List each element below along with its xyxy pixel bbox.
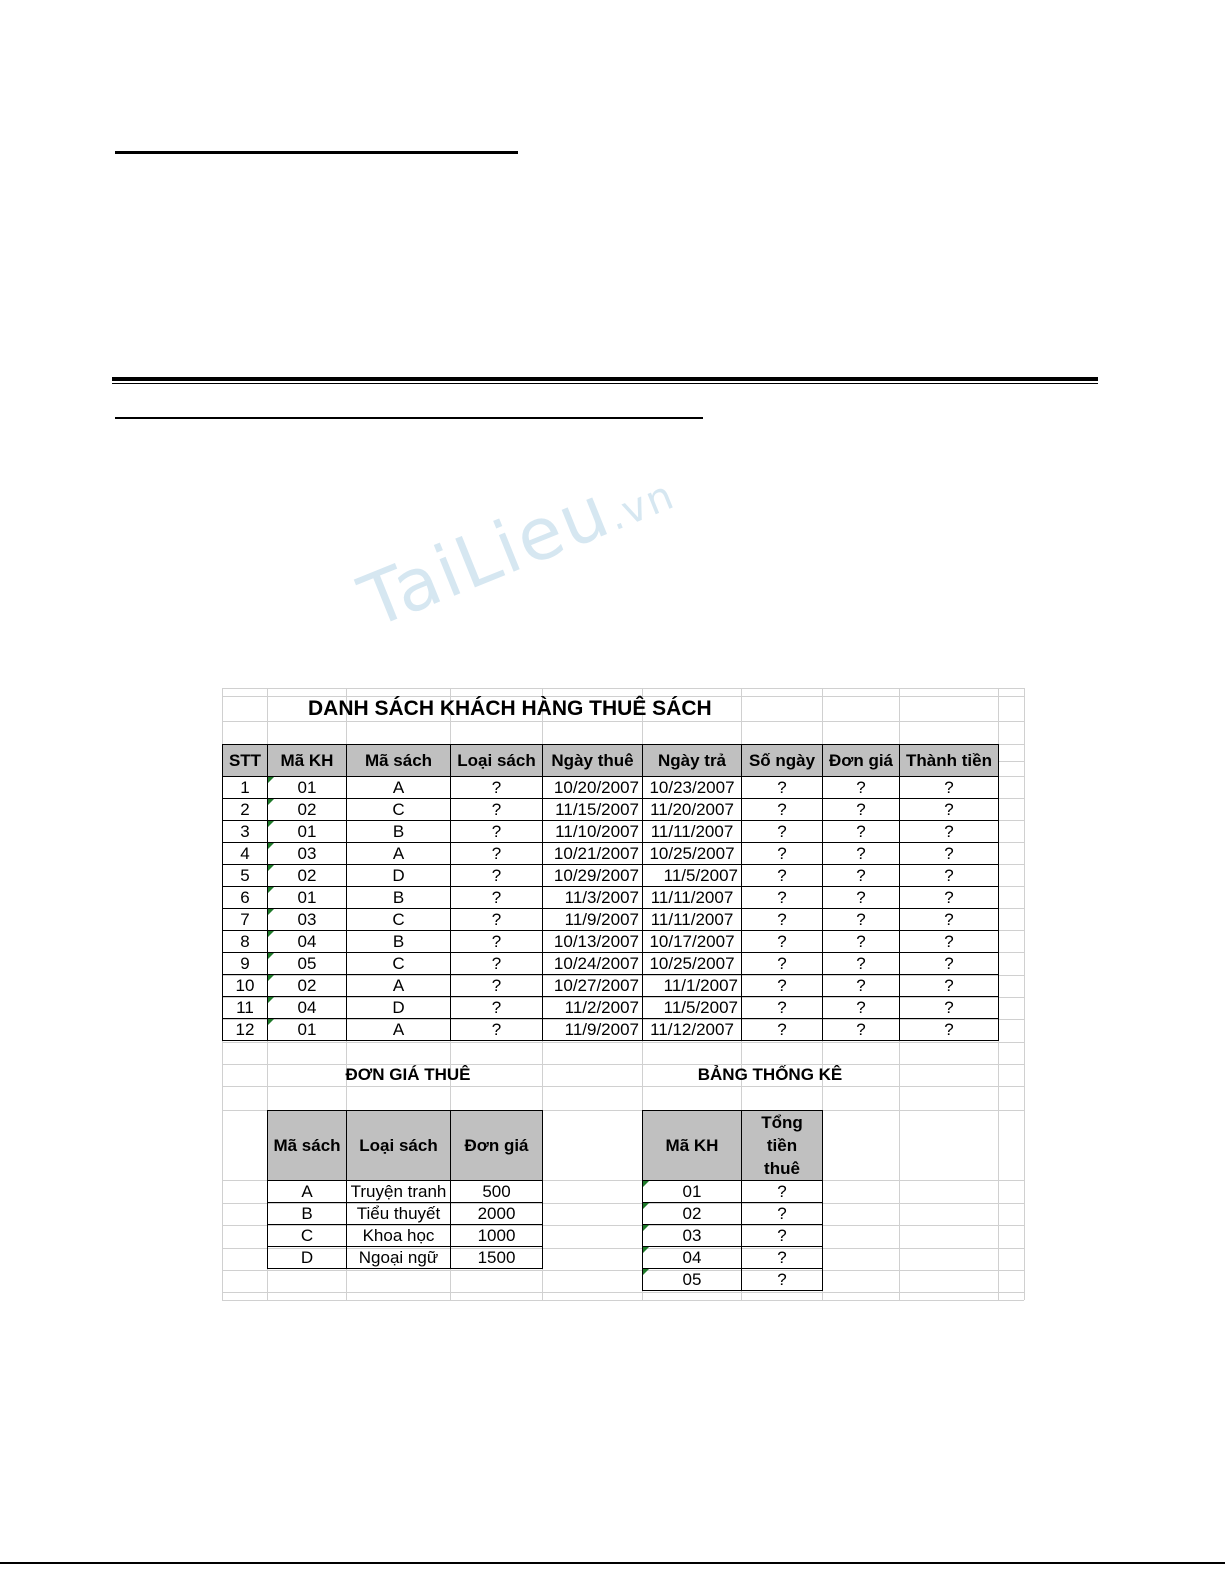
table-cell: 10/20/2007 [542,776,643,799]
table-cell: ? [822,842,900,865]
stats-header-cell: Tổng tiền thuê [741,1110,823,1181]
table-cell: ? [741,974,823,997]
table-cell: Tiểu thuyết [346,1202,451,1225]
table-cell: C [346,952,451,975]
table-cell: 11/11/2007 [642,886,742,909]
table-cell: 10/25/2007 [642,952,742,975]
table-cell: 11/11/2007 [642,820,742,843]
main-table-title: DANH SÁCH KHÁCH HÀNG THUÊ SÁCH [308,696,712,720]
table-cell: 01 [267,776,347,799]
table-cell: 10/21/2007 [542,842,643,865]
bottom-rule [0,1562,1225,1564]
table-cell: 04 [267,930,347,953]
main-header-cell: Loại sách [450,744,543,777]
table-cell: 02 [267,798,347,821]
table-cell: 03 [267,842,347,865]
spreadsheet-image [222,688,1024,1300]
table-cell: Truyện tranh [346,1180,451,1203]
table-cell: ? [899,820,999,843]
grid-line [222,1042,1024,1043]
table-cell: ? [822,952,900,975]
price-table-title: ĐƠN GIÁ THUÊ [345,1065,471,1084]
row-number-cell: 4 [222,842,268,865]
table-cell: 01 [267,820,347,843]
main-header-cell: Số ngày [741,744,823,777]
table-cell: ? [741,952,823,975]
table-cell: ? [899,996,999,1019]
table-cell: ? [450,864,543,887]
table-cell: B [346,820,451,843]
table-cell: ? [450,886,543,909]
table-cell: 11/5/2007 [642,996,742,1019]
table-cell: ? [450,820,543,843]
table-cell: A [346,842,451,865]
table-cell: D [346,864,451,887]
table-cell: 04 [642,1246,742,1269]
table-cell: ? [822,1018,900,1041]
table-cell: 1500 [450,1246,543,1269]
watermark-tld: .vn [601,471,682,541]
main-header-cell: Thành tiền [899,744,999,777]
table-cell: D [346,996,451,1019]
table-cell: ? [899,1018,999,1041]
row-number-cell: 12 [222,1018,268,1041]
grid-line [222,1300,1024,1301]
table-cell: A [267,1180,347,1203]
table-cell: C [267,1224,347,1247]
table-cell: 10/29/2007 [542,864,643,887]
main-header-cell: STT [222,744,268,777]
grid-line [222,1086,1024,1087]
table-cell: ? [741,1018,823,1041]
table-cell: B [346,930,451,953]
table-cell: ? [450,952,543,975]
grid-line [222,1270,1024,1271]
table-cell: ? [899,952,999,975]
top-short-rule [115,151,518,154]
table-cell: ? [741,908,823,931]
row-number-cell: 2 [222,798,268,821]
table-cell: 10/13/2007 [542,930,643,953]
watermark-brand: TaiLieu [348,468,622,644]
table-cell: ? [450,974,543,997]
table-cell: A [346,776,451,799]
section-rule [115,417,703,419]
table-cell: ? [741,842,823,865]
table-cell: B [267,1202,347,1225]
table-cell: ? [741,886,823,909]
table-cell: 1000 [450,1224,543,1247]
main-header-cell: Ngày trả [642,744,742,777]
table-cell: 11/9/2007 [542,908,643,931]
stats-header-cell: Mã KH [642,1110,742,1181]
row-number-cell: 10 [222,974,268,997]
row-number-cell: 9 [222,952,268,975]
table-cell: C [346,908,451,931]
main-header-cell: Mã sách [346,744,451,777]
grid-line [1024,688,1025,1300]
table-cell: 11/9/2007 [542,1018,643,1041]
table-cell: ? [741,820,823,843]
table-cell: ? [450,1018,543,1041]
price-header-cell: Mã sách [267,1110,347,1181]
table-cell: ? [822,820,900,843]
table-cell: 10/27/2007 [542,974,643,997]
row-number-cell: 5 [222,864,268,887]
table-cell: 11/3/2007 [542,886,643,909]
table-cell: ? [450,798,543,821]
table-cell: 10/25/2007 [642,842,742,865]
table-cell: ? [741,1224,823,1247]
double-rule-thin [112,383,1098,384]
table-cell: ? [741,996,823,1019]
table-cell: 04 [267,996,347,1019]
table-cell: ? [899,776,999,799]
table-cell: 500 [450,1180,543,1203]
table-cell: 01 [642,1180,742,1203]
table-cell: 03 [267,908,347,931]
row-number-cell: 1 [222,776,268,799]
table-cell: 11/15/2007 [542,798,643,821]
table-cell: ? [822,930,900,953]
table-cell: ? [822,864,900,887]
table-cell: ? [822,776,900,799]
table-cell: 11/5/2007 [642,864,742,887]
table-cell: Khoa học [346,1224,451,1247]
table-cell: ? [899,974,999,997]
table-cell: ? [741,930,823,953]
table-cell: 11/11/2007 [642,908,742,931]
table-cell: D [267,1246,347,1269]
grid-line [222,688,1024,689]
table-cell: ? [450,930,543,953]
table-cell: ? [450,908,543,931]
table-cell: 11/20/2007 [642,798,742,821]
table-cell: 11/2/2007 [542,996,643,1019]
table-cell: 05 [642,1268,742,1291]
price-header-cell: Loại sách [346,1110,451,1181]
table-cell: A [346,1018,451,1041]
table-cell: ? [822,886,900,909]
stats-table-title: BẢNG THỐNG KÊ [697,1065,843,1084]
table-cell: ? [822,908,900,931]
table-cell: B [346,886,451,909]
main-header-cell: Đơn giá [822,744,900,777]
row-number-cell: 3 [222,820,268,843]
row-number-cell: 6 [222,886,268,909]
table-cell: ? [450,842,543,865]
table-cell: 11/1/2007 [642,974,742,997]
table-cell: 03 [642,1224,742,1247]
table-cell: ? [899,798,999,821]
table-cell: 10/24/2007 [542,952,643,975]
table-cell: A [346,974,451,997]
table-cell: ? [822,996,900,1019]
table-cell: Ngoại ngữ [346,1246,451,1269]
table-cell: ? [899,864,999,887]
watermark-logo [349,443,685,644]
table-cell: ? [822,974,900,997]
row-number-cell: 11 [222,996,268,1019]
table-cell: 11/12/2007 [642,1018,742,1041]
table-cell: 01 [267,886,347,909]
table-cell: ? [741,798,823,821]
table-cell: 11/10/2007 [542,820,643,843]
price-header-cell: Đơn giá [450,1110,543,1181]
table-cell: C [346,798,451,821]
table-cell: ? [741,1268,823,1291]
table-cell: 02 [267,974,347,997]
table-cell: ? [741,776,823,799]
table-cell: ? [741,1180,823,1203]
grid-line [222,721,1024,722]
table-cell: 05 [267,952,347,975]
row-number-cell: 8 [222,930,268,953]
table-cell: ? [450,996,543,1019]
table-cell: 2000 [450,1202,543,1225]
main-header-cell: Mã KH [267,744,347,777]
double-rule-thick [112,377,1098,381]
table-cell: ? [899,930,999,953]
table-cell: 10/17/2007 [642,930,742,953]
table-cell: ? [899,886,999,909]
main-header-cell: Ngày thuê [542,744,643,777]
table-cell: 10/23/2007 [642,776,742,799]
table-cell: ? [822,798,900,821]
grid-line [222,1292,1024,1293]
table-cell: ? [899,842,999,865]
table-cell: 01 [267,1018,347,1041]
table-cell: 02 [267,864,347,887]
table-cell: ? [741,864,823,887]
table-cell: ? [741,1246,823,1269]
table-cell: ? [450,776,543,799]
row-number-cell: 7 [222,908,268,931]
table-cell: ? [741,1202,823,1225]
table-cell: 02 [642,1202,742,1225]
table-cell: ? [899,908,999,931]
